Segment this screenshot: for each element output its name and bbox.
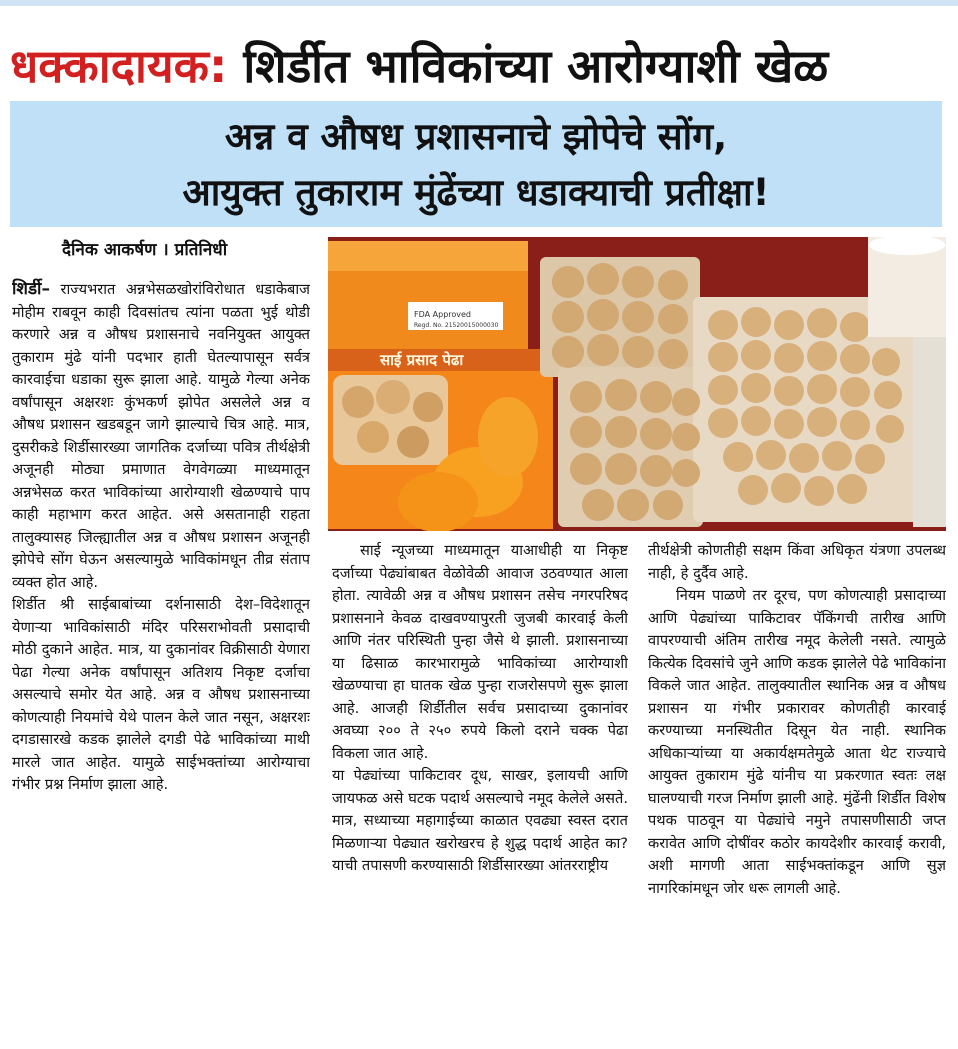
box-brand-label: साई प्रसाद पेढा [380, 351, 464, 369]
article-paragraph-3: साई न्यूजच्या माध्यमातून याआधीही या निकृष्ट दर्जाच्या पेढ्यांबाबत वेळोवेळी आवाज उठवण्यात आला होता. त्यावेळी अन्न व औषध प्रशासन तसेच नगरपरिषद प्रशासनाने केवळ दाखवण्यापुरती जुजबी कारवाई केली आणि नंतर परिस्थिती पुन्हा जैसे थे झाली. प्रशासनाच्या या ढिसाळ कारभारामुळे भाविकांच्या आरोग्याशी खेळण्याचा हा घातक खेळ पुन्हा राजरोसपणे सुरू झाला आहे. आजही शिर्डीतील सर्वच प्रसादाच्या दुकानांवर अवघ्या २०० ते २५० रुपये किलो दराने चक्क पेढा विकला जात आहे. [332, 542, 628, 762]
headline [10, 30, 950, 102]
article-paragraph-1: राज्यभरात अन्नभेसळखोरांविरोधात धडाकेबाज मोहीम राबवून काही दिवसांतच त्यांना पळता भुई थोडी करणारे अन्न व औषध प्रशासनाचे नवनियुक्त आयुक्त तुकाराम मुंढे यांनी पदभार हाती घेतल्यापासून सर्वत्र कारवाईचा धडाका सुरू झाला आहे. यामुळे गेल्या अनेक वर्षांपासून अक्षरशः कुंभकर्ण झोपेत असलेले अन्न व औषध प्रशासन खडबडून जागे झाल्याचे चित्र आहे. मात्र, दुसरीकडे शिर्डीसारख्या जागतिक दर्जाच्या पवित्र तीर्थक्षेत्री अजूनही मोठ्या प्रमाणात वेगवेगळ्या माध्यमातून अन्नभेसळ करत भाविकांच्या आरोग्याशी खेळण्याचे पाप काही महाभाग करत आहेत. असे असतानाही राहता तालुक्यासह जिल्ह्यातील अन्न व औषध प्रशासन अजूनही झोपेचे सोंग घेऊन असल्यामुळे भाविकांमधून तीव्र संताप व्यक्त होत आहे. [12, 281, 310, 591]
subheadline-line-1: अन्न व औषध प्रशासनाचे झोपेचे सोंग, [224, 115, 728, 158]
article-paragraph-5: तीर्थक्षेत्री कोणतीही सक्षम किंवा अधिकृत यंत्रणा उपलब्ध नाही, हे दुर्दैव आहे. [648, 542, 946, 582]
dateline: शिर्डी– [12, 279, 50, 299]
article-column-2 [332, 540, 628, 1040]
article-column-3 [648, 540, 946, 1040]
article-paragraph-4: या पेढ्यांच्या पाकिटावर दूध, साखर, इलायची आणि जायफळ असे घटक पदार्थ असल्याचे नमूद केलेले असते. मात्र, सध्याच्या महागाईच्या काळात एवढ्या स्वस्त दरात मिळणाऱ्या पेढ्यात खरोखरच हे शुद्ध पदार्थ आहेत का? याची तपासणी करण्यासाठी शिर्डीसारख्या आंतरराष्ट्रीय [332, 767, 628, 874]
article-column-1 [12, 278, 310, 1038]
article-paragraph-2: शिर्डीत श्री साईबाबांच्या दर्शनासाठी देश–विदेशातून येणाऱ्या भाविकांसाठी मंदिर परिसराभोवती प्रसादाची मोठी दुकाने आहेत. मात्र, या दुकानांवर विक्रीसाठी येणारा पेढा गेल्या अनेक वर्षांपासून अतिशय निकृष्ट दर्जाचा असल्याचे समोर येत आहे. अन्न व औषध प्रशासनाच्या कोणत्याही नियमांचे येथे पालन केले जात नसून, अक्षरशः दगडासारखे कडक झालेले दगडी पेढे भाविकांच्या माथी मारले जात आहेत. यामुळे साईभक्तांच्या आरोग्याचा गंभीर प्रश्न निर्माण झाला आहे. [12, 596, 310, 793]
article-photo [328, 237, 946, 531]
byline: दैनिक आकर्षण । प्रतिनिधी [62, 240, 228, 260]
subheadline-box [10, 101, 942, 227]
subheadline-line-2: आयुक्त तुकाराम मुंढेंच्या धडाक्याची प्रतीक्षा! [182, 171, 770, 214]
peda-packets-image [328, 237, 946, 531]
headline-prefix: धक्कादायक: [10, 39, 228, 93]
top-border [0, 0, 958, 6]
headline-text: शिर्डीत भाविकांच्या आरोग्याशी खेळ [243, 39, 829, 93]
regd-label: Regd. No. 21520015000030 [414, 322, 499, 329]
fda-label: FDA Approved [414, 310, 472, 319]
article-paragraph-6: नियम पाळणे तर दूरच, पण कोणत्याही प्रसादाच्या आणि पेढ्यांच्या पाकिटावर पॅकिंगची तारीख आणि वापरण्याची अंतिम तारीख नमूद केलेली नसते. त्यामुळे कित्येक दिवसांचे जुने आणि कडक झालेले पेढे भाविकांना विकले जात आहेत. तालुक्यातील स्थानिक अन्न व औषध प्रशासन या गंभीर प्रकारावर कोणतीही कारवाई करण्याच्या मनस्थितीत दिसून येत नाही. स्थानिक अधिकाऱ्यांच्या या अकार्यक्षमतेमुळे आता थेट राज्याचे आयुक्त तुकाराम मुंढे यांनीच या प्रकरणात स्वतः लक्ष घालण्याची गरज निर्माण झाली आहे. मुंढेंनी शिर्डीत विशेष पथक पाठवून या पेढ्यांचे नमुने तपासणीसाठी जप्त करावेत आणि दोषींवर कठोर कायदेशीर कारवाई करावी, अशी मागणी आता साईभक्तांकडून आणि सुज्ञ नागरिकांमधून जोर धरू लागली आहे. [648, 587, 946, 897]
